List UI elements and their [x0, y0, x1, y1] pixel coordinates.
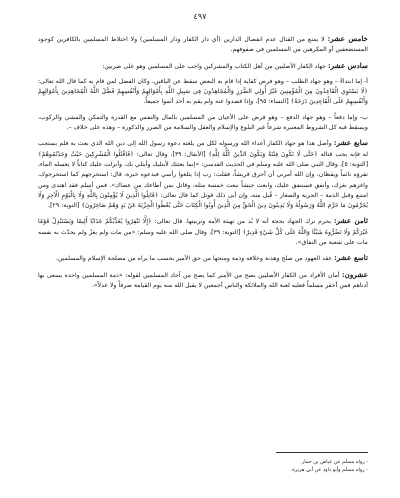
- footnote-divider: [276, 452, 368, 453]
- page-number: ٤٩٧: [193, 12, 207, 21]
- section-heading: تاسع عشر:: [334, 253, 368, 263]
- section-text: يحرم ترك الجهاد بحجة أنه لا بُد من تهيئة الأمة وتربيتها. قال تعالى: ﴿إِلَّا تَنْفِرُوا يُعَذِّبْكُمْ عَذَابًا أَلِيمًا وَيَسْتَبْدِلْ قَوْمًا غَيْرَكُمْ وَلَا تَضُرُّوهُ شَيْئًا وَاللَّهُ عَلَى كُلِّ شَيْءٍ قَدِيرٌ﴾ [التوبة: ٣٩]، وقال صلى الله عليه وسلم: «من مات ولم يغزُ ولم يحدّث به نفسه مات على شعبة من النفاق».: [38, 218, 369, 247]
- section-heading: ثامن عشر:: [333, 216, 368, 226]
- section-text: ب- وإما دفعاً – وهو جهاد الدفع – وهو فرض على الأعيان من المسلمين بالمال والنفس مع القدرة والتمكن والمشي والركوب، ويسقط فيه كل الشروط المعتبرة شرعاً غير البلوغ والإسلام والعقل والسلامة من الضرر والذكورة – وهذه على خلاف –.: [38, 113, 368, 132]
- section-heading: سابع عشر:: [333, 138, 368, 148]
- section-text: لا يمنع من القتال عدم انفصال الدارين (أي دار الكفار ودار المسلمين) ولا اختلاط المسلمين بالكافرين كوجود المستضعفين أو المكرهين من المسلمين في صفوفهم.: [38, 36, 368, 54]
- section-16-a: [38, 77, 368, 108]
- section-19: [38, 253, 368, 264]
- section-text: جهاد الكفار الأصليين من أهل الكتاب والمشركين واجب على المسلمين وهو على ضربين:: [102, 62, 328, 70]
- section-16: [38, 61, 368, 72]
- section-text: وأصل هذا هو جهاد الكفار أعداء الله ورسوله لكل من بلغته دعوة رسول الله إلى دين الله الذي بعث به فلم يستجب له فإنه يجب قتاله ﴿حَتَّى لَا تَكُونَ فِتْنَةٌ وَيَكُونَ الدِّينُ كُلُّهُ لِلَّهِ﴾ [الأنفال: ٣٩]، وقال تعالى: ﴿فَاقْتُلُوا الْمُشْرِكِينَ حَيْثُ وَجَدْتُمُوهُمْ﴾ [التوبة: ٥]، وقال النبي صلى الله عليه وسلم في الحديث القدسي: «إنما بعثتك لأبتليك وأبتلي بك، وأنزلت عليك كتاباً لا يغسله الماء، تقرؤه نائماً ويقظان، وإن الله أمرني أن أحرق قريشاً، فقلت: رب إذا يثلغوا رأسي فيدعوه خبزة، قال: استخرجهم كما استخرجوك، واغزهم نغزك، وأنفق فسننفق عليك، وابعث جيشاً نبعث خمسة مثله، وقاتل بمن أطاعك من عصاك». فمن أسلم فقد اهتدى ومن امتنع وقبل الذمة – الجزية والصغار – قُبل منه، وإن أبى ذلك قوتل كما قال تعالى: ﴿قَاتِلُوا الَّذِينَ لَا يُؤْمِنُونَ بِاللَّهِ وَلَا بِالْيَوْمِ الْآخِرِ وَلَا يُحَرِّمُونَ مَا حَرَّمَ اللَّهُ وَرَسُولُهُ وَلَا يَدِينُونَ دِينَ الْحَقِّ مِنَ الَّذِينَ أُوتُوا الْكِتَابَ حَتَّى يُعْطُوا الْجِزْيَةَ عَنْ يَدٍ وَهُمْ صَاغِرُونَ﴾ [التوبة: ٢٩].: [38, 140, 369, 210]
- section-heading: خامس عشر:: [327, 34, 368, 43]
- footnotes: [188, 458, 368, 474]
- main-content: [38, 34, 368, 296]
- section-heading: عشرون:: [341, 269, 368, 279]
- section-18: [38, 216, 368, 248]
- footnote: - رواه مسلم وأبو داود عن أبي هريرة.: [290, 467, 368, 473]
- section-text: أمان الأفراد من الكفار الأصليين يصح من الأمير كما يصح من آحاد المسلمين لقوله: «ذمة المسلمين واحدة يسعى بها أدناهم فمن أخفر مسلماً فعليه لعنة الله والملائكة والناس أجمعين لا يقبل الله منه يوم القيامة صرفاً ولا عدلاً».: [38, 271, 368, 289]
- section-20: [38, 270, 368, 292]
- section-16-b: [38, 113, 368, 134]
- section-heading: سادس عشر:: [327, 60, 368, 70]
- footnote: - رواه مسلم عن عياض بن حمار.: [300, 459, 368, 465]
- section-text: عقد العهود من صلح وهدنة وخلافه وذمة ومنحها من حق الأمير بحسب ما يراه من مصلحة الإسلام والمسلمين.: [56, 255, 335, 263]
- section-15: [38, 34, 368, 56]
- section-17: [38, 138, 368, 211]
- section-text: أ- إما ابتداءً – وهو جهاد الطلب – وهو فرض كفاية إذا قام به البعض سقط عن الباقين، وكان الفضل لمن قام به كما قال الله تعالى: ﴿لَا يَسْتَوِي الْقَاعِدُونَ مِنَ الْمُؤْمِنِينَ غَيْرُ أُولِي الضَّرَرِ وَالْمُجَاهِدُونَ فِي سَبِيلِ اللَّهِ بِأَمْوَالِهِمْ وَأَنْفُسِهِمْ فَضَّلَ اللَّهُ الْمُجَاهِدِينَ بِأَمْوَالِهِمْ وَأَنْفُسِهِمْ عَلَى الْقَاعِدِينَ دَرَجَةً﴾ [النساء: ٩٥]، وإذا قصدوا عنه ولم يقم به أحد أثموا جميعاً.: [38, 77, 368, 106]
